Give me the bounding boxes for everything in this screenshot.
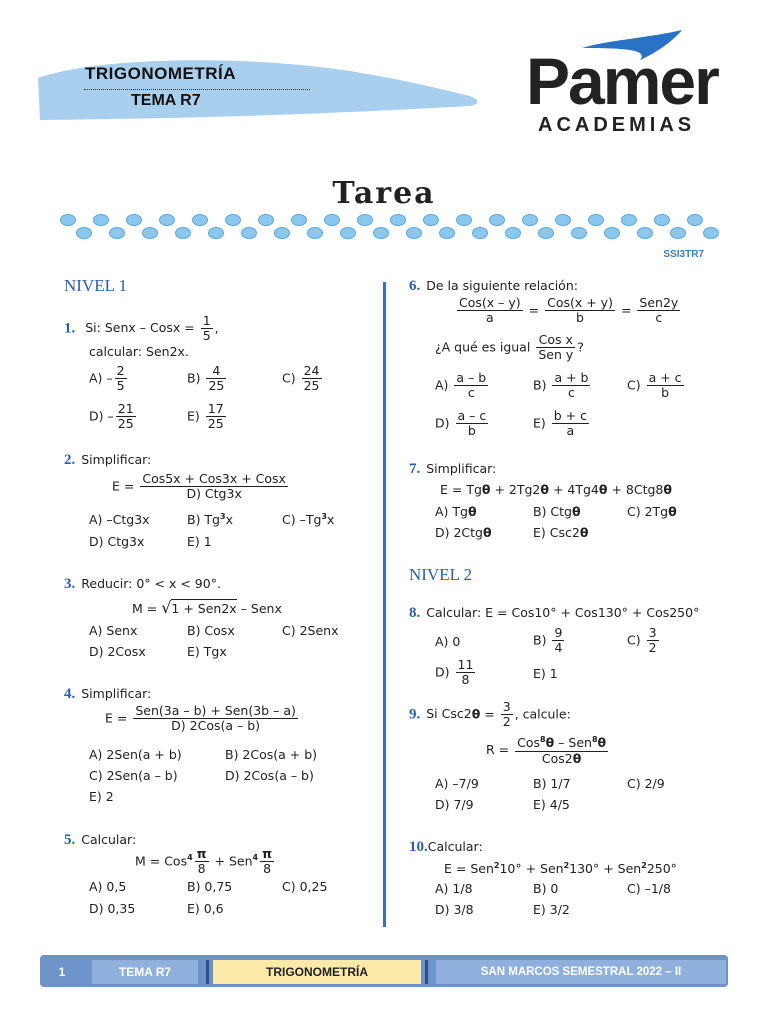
- option-d: D) – $\frac{21}{25}$: [89, 401, 134, 432]
- bubble-icon: [505, 227, 521, 239]
- option-a: A) $\frac{a - b}{c}$: [435, 370, 487, 401]
- option-d: D) $\frac{11}{8}$: [435, 657, 474, 688]
- header-divider: [84, 89, 310, 90]
- bubble-icon: [159, 214, 175, 226]
- course-name: TRIGONOMETRÍA: [85, 64, 236, 83]
- bubble-icon: [340, 227, 356, 239]
- bubble-icon: [423, 214, 439, 226]
- option-c: C) 2Senx: [282, 623, 339, 638]
- decorative-bubbles: [60, 214, 710, 244]
- option-b: B) $\frac{9}{4}$: [533, 625, 563, 656]
- bubble-icon: [687, 214, 703, 226]
- bubble-icon: [489, 214, 505, 226]
- option-c: C) 2Sen(a – b): [89, 768, 178, 783]
- question-text: Si: Senx – Cosx =: [85, 320, 195, 336]
- bubble-icon: [357, 214, 373, 226]
- equation: E = Tgθ + 2Tg2θ + 4Tg4θ + 8Ctg8θ: [440, 482, 672, 497]
- bubble-icon: [571, 227, 587, 239]
- option-b: B) 0: [533, 881, 559, 896]
- option-a: A) 2Sen(a + b): [89, 747, 182, 762]
- bubble-icon: [555, 214, 571, 226]
- option-b: B) Ctgθ: [533, 504, 581, 519]
- option-c: C) –1/8: [627, 881, 671, 896]
- option-e: E) Csc2θ: [533, 525, 589, 540]
- question-8: 8. Calcular: E = Cos10° + Cos130° + Cos250°: [409, 605, 700, 621]
- header-banner: [0, 40, 500, 125]
- bubble-icon: [126, 214, 142, 226]
- option-c: C) –Tg$^3$x: [282, 512, 335, 528]
- footer-topic: TEMA R7: [92, 960, 198, 984]
- option-d: D) 2Ctgθ: [435, 525, 492, 540]
- option-b: B) Cosx: [187, 623, 235, 638]
- fraction: $\frac{1}{5}$: [202, 313, 211, 344]
- option-b: B) Tg$^3$x: [187, 512, 233, 528]
- bubble-icon: [241, 227, 257, 239]
- equation: E = $\frac{\text{Cos5x + Cos3x + Cosx}}{\text{D) Ctg3x}}$: [112, 471, 286, 502]
- equation: M = √1 + Sen2x – Senx: [132, 598, 282, 617]
- option-e: E) $\frac{b + c}{a}$: [533, 408, 587, 439]
- footer-course: TRIGONOMETRÍA: [213, 960, 421, 984]
- question-6: 6. De la siguiente relación:: [409, 278, 578, 294]
- bubble-icon: [324, 214, 340, 226]
- bubble-icon: [439, 227, 455, 239]
- question-4: 4. Simplificar:: [64, 686, 152, 702]
- bubble-icon: [175, 227, 191, 239]
- option-b: B) $\frac{4}{25}$: [187, 363, 225, 394]
- option-b: B) 0,75: [187, 879, 233, 894]
- option-a: A) Tgθ: [435, 504, 477, 519]
- question-1: 1. Si: Senx – Cosx = $\frac{1}{5}$ ,: [64, 313, 219, 344]
- page-title: Tarea: [332, 176, 436, 211]
- bubble-icon: [109, 227, 125, 239]
- option-d: D) Ctg3x: [89, 534, 145, 549]
- question-number: 1.: [64, 320, 76, 337]
- logo-subtitle: ACADEMIAS: [538, 114, 696, 136]
- bubble-icon: [258, 214, 274, 226]
- bubble-icon: [390, 214, 406, 226]
- bubble-icon: [670, 227, 686, 239]
- bubble-icon: [604, 227, 620, 239]
- option-b: B) 1/7: [533, 776, 571, 791]
- option-e: E) Tgx: [187, 644, 227, 659]
- equation: R = $\frac{Cos^8\theta - Sen^8\theta}{\text{Cos2θ}}$: [486, 735, 607, 766]
- bubble-icon: [93, 214, 109, 226]
- question-5: 5. Calcular:: [64, 832, 137, 848]
- option-d: D) 3/8: [435, 902, 474, 917]
- bubble-icon: [208, 227, 224, 239]
- question-text: ¿A qué es igual $\frac{\text{Cos x}}{\text{Sen y}}$ ?: [435, 332, 584, 363]
- bubble-icon: [274, 227, 290, 239]
- bubble-icon: [654, 214, 670, 226]
- bubble-icon: [142, 227, 158, 239]
- option-e: E) 2: [89, 789, 114, 804]
- bubble-icon: [76, 227, 92, 239]
- option-e: E) 1: [533, 666, 558, 681]
- equation: E = Sen$^2$10° + Sen$^2$130° + Sen$^2$250°: [444, 861, 677, 877]
- footer-separator: [206, 960, 209, 984]
- option-a: A) – $\frac{2}{5}$: [89, 363, 125, 394]
- question-2: 2. Simplificar:: [64, 452, 152, 468]
- option-d: D) $\frac{a - c}{b}$: [435, 408, 487, 439]
- option-e: E) $\frac{17}{25}$: [187, 401, 224, 432]
- bubble-icon: [307, 227, 323, 239]
- option-d: D) 2Cos(a – b): [225, 768, 314, 783]
- bubble-icon: [456, 214, 472, 226]
- option-e: E) 3/2: [533, 902, 570, 917]
- option-a: A) 0: [435, 634, 461, 649]
- bubble-icon: [225, 214, 241, 226]
- option-e: E) 4/5: [533, 797, 570, 812]
- option-b: B) $\frac{a + b}{c}$: [533, 370, 589, 401]
- bubble-icon: [373, 227, 389, 239]
- question-text: calcular: Sen2x.: [89, 344, 189, 359]
- option-c: C) 2Tgθ: [627, 504, 677, 519]
- option-c: C) 2/9: [627, 776, 665, 791]
- bubble-icon: [703, 227, 719, 239]
- equation: E = $\frac{\text{Sen(3a – b) + Sen(3b – a)}}{\text{D) 2Cos(a – b)}}$: [105, 703, 296, 734]
- bubble-icon: [291, 214, 307, 226]
- question-10: 10.Calcular:: [409, 839, 483, 855]
- bubble-icon: [538, 227, 554, 239]
- option-e: E) 0,6: [187, 901, 224, 916]
- bubble-icon: [588, 214, 604, 226]
- option-c: C) $\frac{3}{2}$: [627, 625, 657, 656]
- option-a: A) Senx: [89, 623, 138, 638]
- logo-name: Pamer: [526, 44, 718, 118]
- level-2-heading: NIVEL 2: [409, 565, 473, 584]
- option-c: C) $\frac{a + c}{b}$: [627, 370, 682, 401]
- level-1-heading: NIVEL 1: [64, 276, 128, 295]
- page-number: 1: [58, 965, 66, 979]
- option-e: E) 1: [187, 534, 212, 549]
- question-7: 7. Simplificar:: [409, 461, 497, 477]
- column-divider: [383, 282, 386, 927]
- bubble-icon: [406, 227, 422, 239]
- topic-name: TEMA R7: [131, 92, 201, 109]
- option-d: D) 7/9: [435, 797, 474, 812]
- footer-separator: [425, 960, 428, 984]
- question-9: 9. Si Csc2θ = $\frac{3}{2}$ , calcule:: [409, 699, 571, 730]
- option-a: A) –Ctg3x: [89, 512, 150, 527]
- option-a: A) 1/8: [435, 881, 473, 896]
- footer-cycle: SAN MARCOS SEMESTRAL 2022 – II: [436, 960, 726, 984]
- equation: M = Cos$^4$ $\frac{\pi}{8}$ + Sen$^4$ $\frac{\pi}{8}$: [135, 846, 272, 877]
- equation: $\frac{\text{Cos(x – y)}}{a}$ = $\frac{\text{Cos(x + y)}}{b}$ = $\frac{\text{Sen2y}}{c}$: [459, 295, 679, 326]
- option-d: D) 0,35: [89, 901, 136, 916]
- bubble-icon: [60, 214, 76, 226]
- bubble-icon: [522, 214, 538, 226]
- question-3: 3. Reducir: 0° < x < 90°.: [64, 576, 221, 592]
- option-b: B) 2Cos(a + b): [225, 747, 318, 762]
- document-code: SSI3TR7: [663, 249, 704, 260]
- option-c: C) $\frac{24}{25}$: [282, 363, 320, 394]
- bubble-icon: [637, 227, 653, 239]
- option-a: A) –7/9: [435, 776, 479, 791]
- bubble-icon: [192, 214, 208, 226]
- bubble-icon: [472, 227, 488, 239]
- option-d: D) 2Cosx: [89, 644, 146, 659]
- bubble-icon: [621, 214, 637, 226]
- option-a: A) 0,5: [89, 879, 127, 894]
- option-c: C) 0,25: [282, 879, 328, 894]
